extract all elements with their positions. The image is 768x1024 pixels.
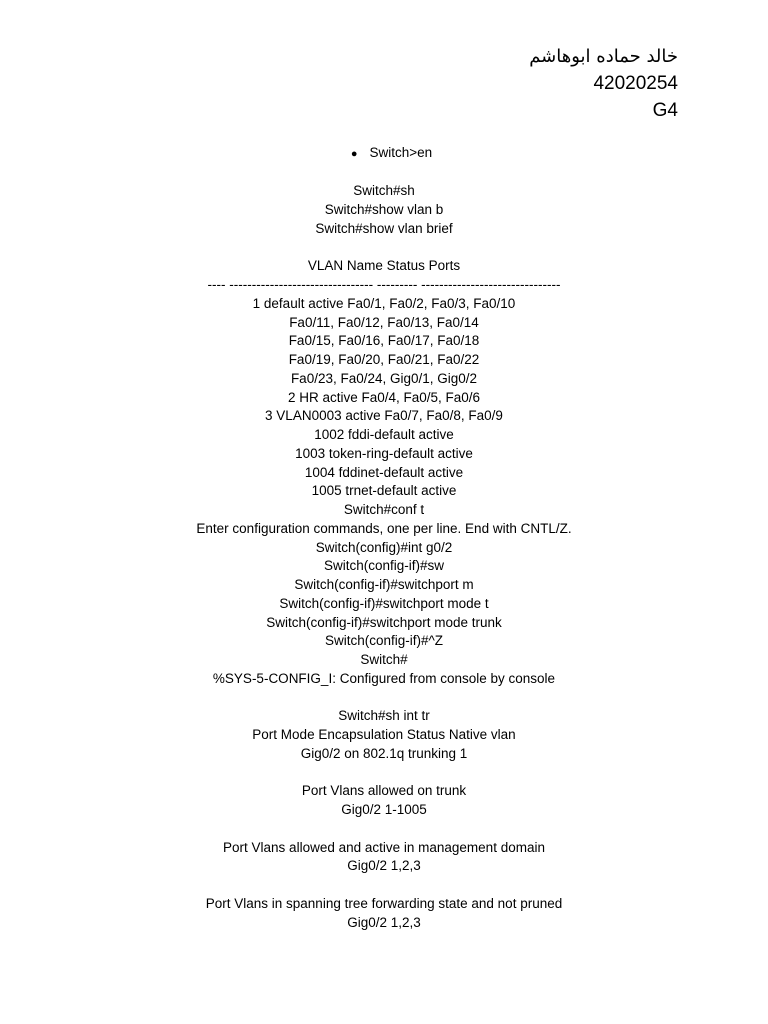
transcript-line: 1004 fddinet-default active	[304, 464, 464, 480]
transcript-line: ---- -------------------------------- --------- -------------------------------	[207, 277, 561, 292]
transcript-line: Port Mode Encapsulation Status Native vlan	[252, 727, 516, 742]
transcript-line: Port Vlans allowed on trunk	[301, 783, 467, 799]
transcript-line: Port Vlans allowed and active in management domain	[223, 839, 545, 855]
blank-line	[0, 820, 768, 839]
transcript-line: Switch(config-if)#switchport m	[294, 577, 474, 592]
transcript-line: 1 default active Fa0/1, Fa0/2, Fa0/3, Fa0/10	[252, 295, 516, 311]
transcript-line: 1005 trnet-default active	[311, 483, 457, 499]
transcript-line: VLAN Name Status Ports	[307, 258, 461, 274]
blank-line	[0, 239, 768, 258]
student-id: 42020254	[593, 73, 678, 94]
transcript-line: Port Vlans in spanning tree forwarding state and not pruned	[205, 895, 563, 911]
transcript-line: Gig0/2 on 802.1q trunking 1	[300, 745, 468, 761]
document-header	[529, 43, 678, 124]
transcript-line: Fa0/23, Fa0/24, Gig0/1, Gig0/2	[290, 370, 478, 386]
transcript-line: Switch(config-if)#switchport mode t	[279, 595, 489, 611]
group-label: G4	[652, 100, 678, 121]
transcript-line: Switch(config)#int g0/2	[315, 539, 453, 555]
transcript-line: Switch(config-if)#^Z	[324, 633, 444, 649]
student-name: خالد حماده ابوهاشم	[529, 46, 678, 67]
transcript-line: Switch#sh int tr	[338, 708, 430, 724]
transcript-line: Switch#show vlan b	[324, 202, 444, 217]
transcript-line: Fa0/19, Fa0/20, Fa0/21, Fa0/22	[288, 352, 480, 367]
transcript-line: Switch#sh	[353, 183, 415, 199]
transcript-line: Gig0/2 1,2,3	[347, 858, 421, 874]
transcript-line: Gig0/2 1-1005	[341, 802, 427, 817]
transcript-line: Switch(config-if)#switchport mode trunk	[266, 614, 502, 630]
transcript-lines	[0, 182, 768, 932]
transcript-line: Switch>en	[369, 144, 433, 160]
transcript-line: Switch#	[360, 652, 408, 667]
transcript-first-line	[0, 125, 768, 182]
transcript-line: Enter configuration commands, one per line. End with CNTL/Z.	[196, 520, 572, 536]
bullet-icon: ●	[350, 147, 358, 160]
transcript-line: 1003 token-ring-default active	[295, 445, 473, 461]
blank-line	[0, 764, 768, 783]
blank-line	[0, 876, 768, 895]
transcript-line: Fa0/11, Fa0/12, Fa0/13, Fa0/14	[289, 314, 479, 330]
transcript-line: Switch#conf t	[343, 502, 425, 517]
transcript-line: Switch(config-if)#sw	[323, 558, 445, 574]
blank-line	[0, 689, 768, 708]
transcript-line: 1002 fddi-default active	[314, 427, 454, 442]
transcript-line: Fa0/15, Fa0/16, Fa0/17, Fa0/18	[288, 333, 480, 349]
transcript-line: %SYS-5-CONFIG_I: Configured from console by console	[212, 670, 556, 686]
cli-transcript	[0, 125, 768, 932]
transcript-line: 3 VLAN0003 active Fa0/7, Fa0/8, Fa0/9	[265, 408, 503, 424]
transcript-line: Switch#show vlan brief	[315, 220, 453, 236]
transcript-line: 2 HR active Fa0/4, Fa0/5, Fa0/6	[287, 389, 481, 405]
transcript-line: Gig0/2 1,2,3	[347, 914, 421, 930]
